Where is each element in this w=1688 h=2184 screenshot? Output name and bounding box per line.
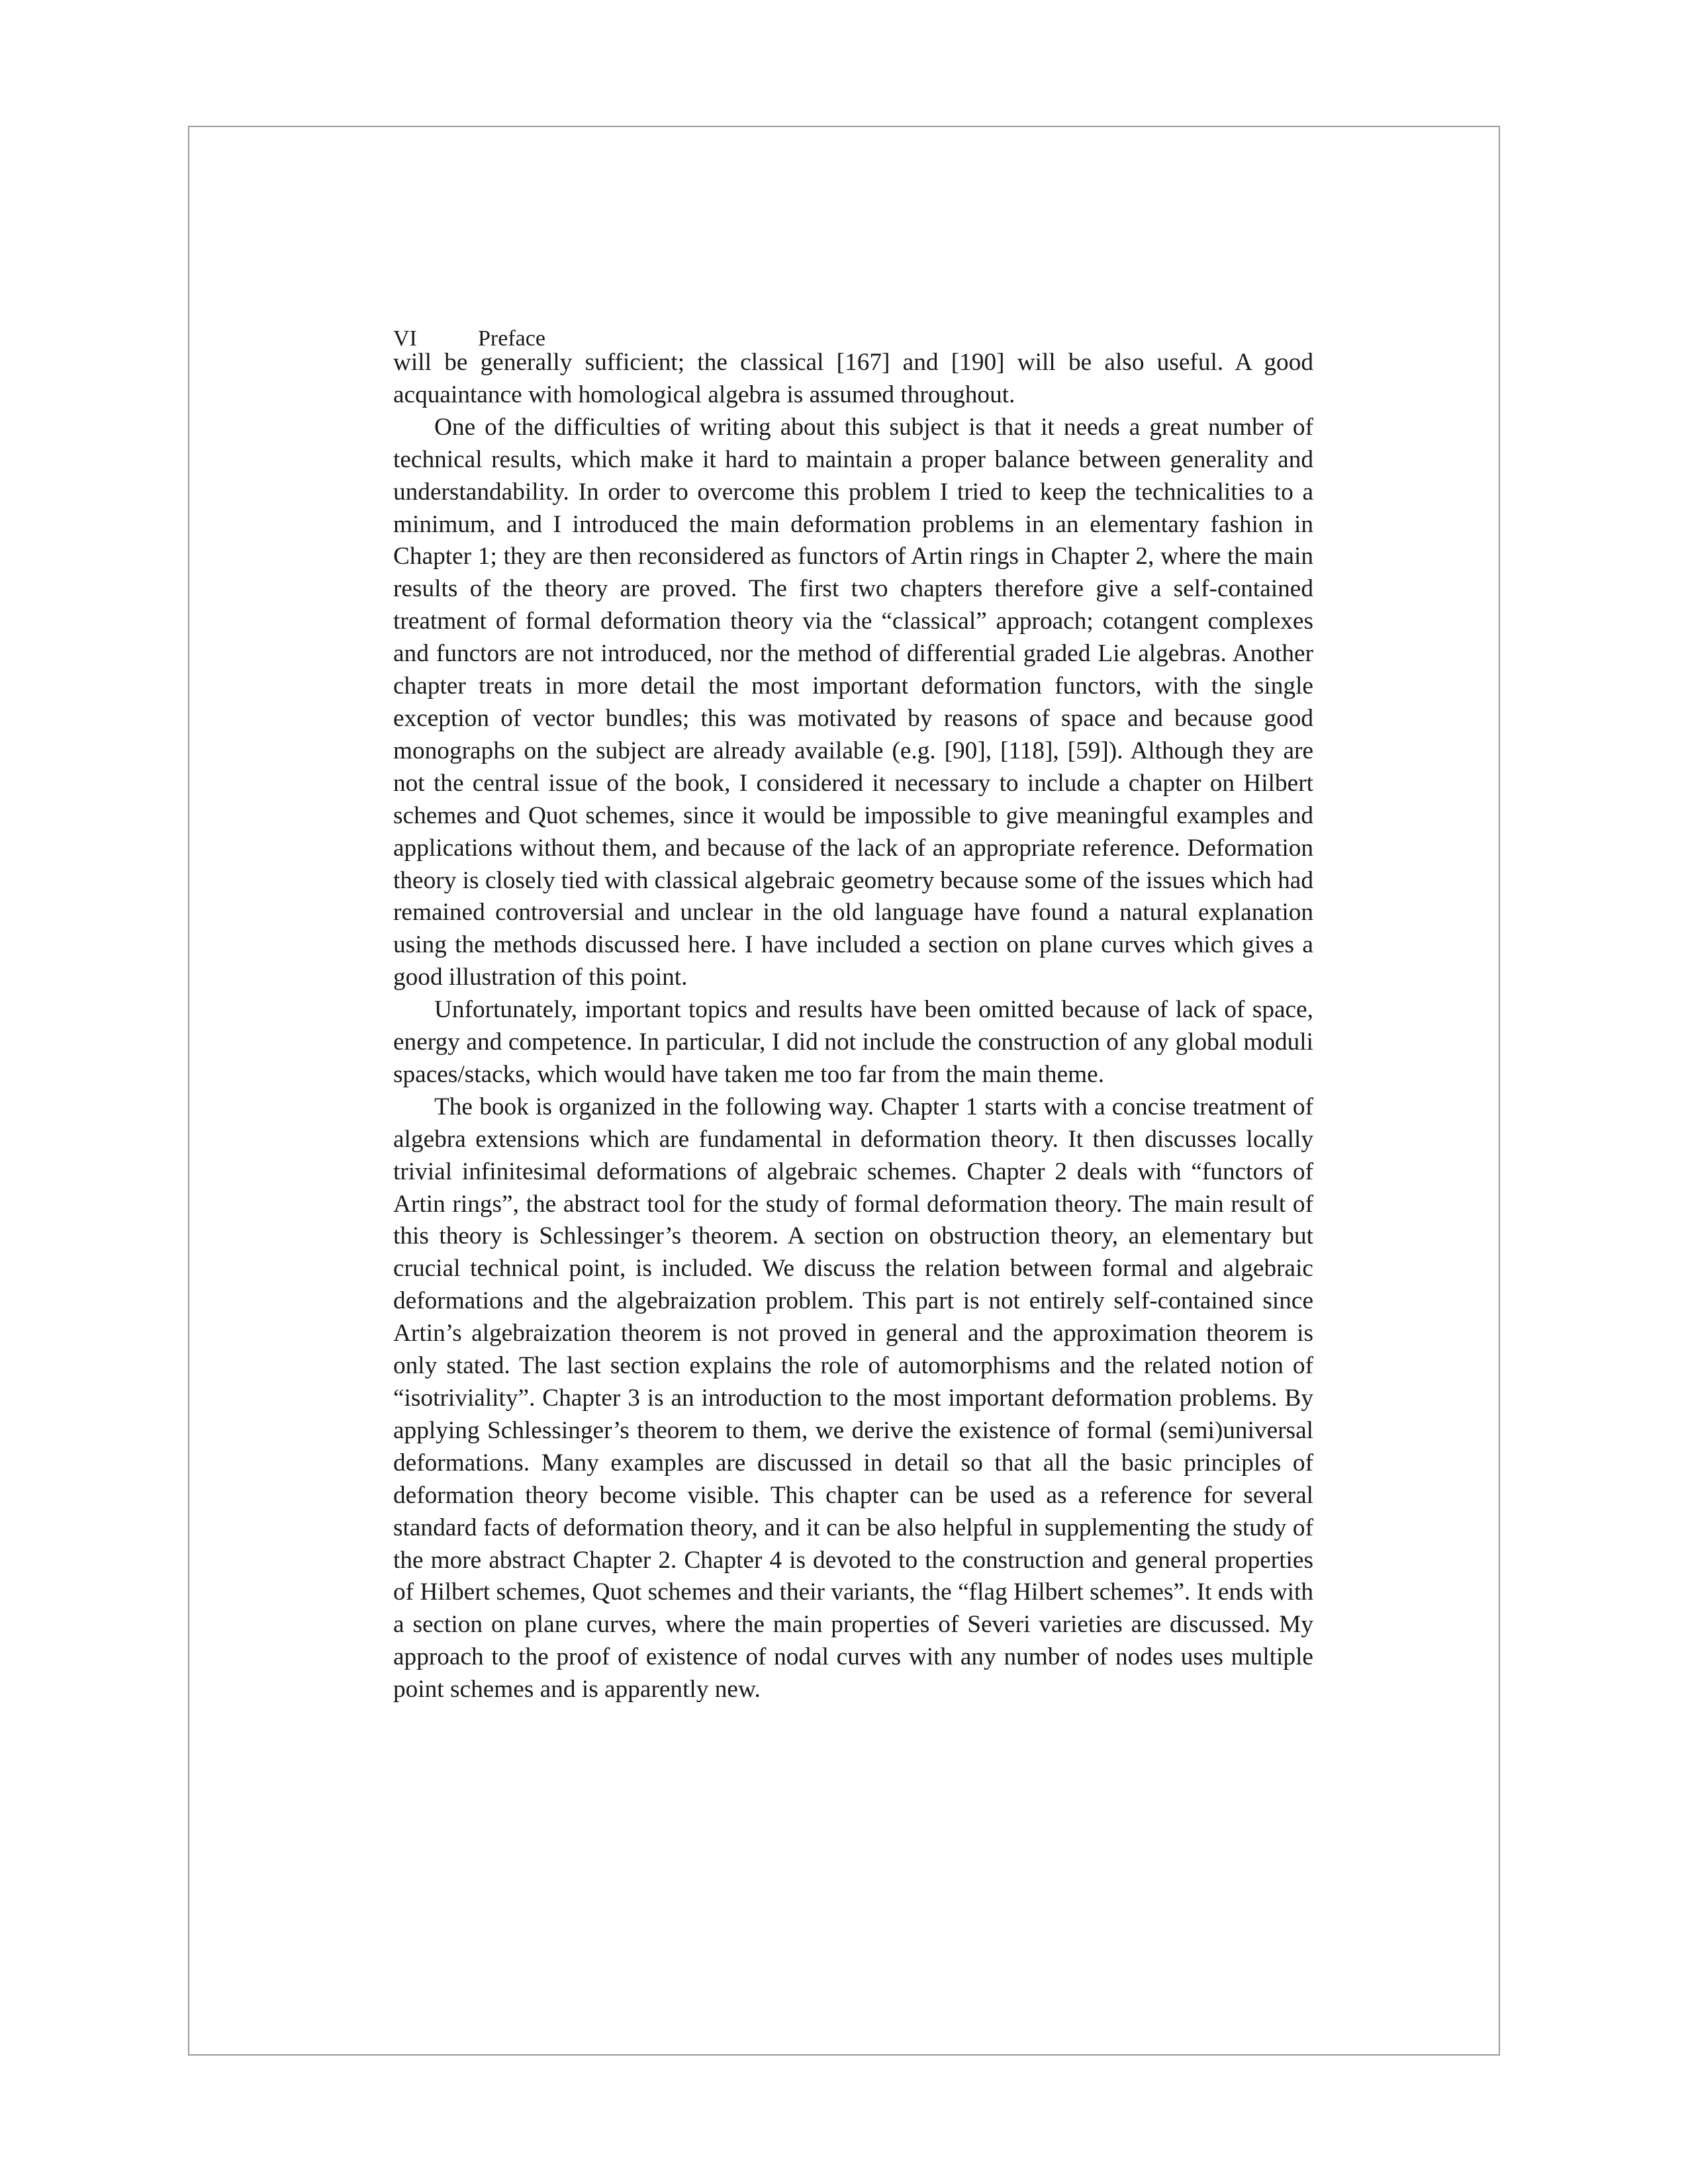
paragraph-continued: will be generally sufficient; the classical [167] and [190] will be also useful. A good acquaintance with homological algebra is assumed throughout. <box>393 349 1313 408</box>
paragraph-organization: The book is organized in the following way. Chapter 1 starts with a concise treatment of algebra extensions which are fundamental in deformation theory. It then discusses locally trivial infinitesimal deformations of algebraic schemes. Chapter 2 deals with “functors of Artin rings”, the abstract tool for the study of formal deformation theory. The main result of this theory is Schlessinger’s theorem. A section on obstruction theory, an elementary but crucial technical point, is included. We discuss the relation between formal and algebraic deformations and the algebraization problem. This part is not entirely self-contained since Artin’s algebraization theorem is not proved in general and the approximation theorem is only stated. The last section explains the role of automorphisms and the related notion of “isotriviality”. Chapter 3 is an introduction to the most important deformation problems. By applying Schlessinger’s theorem to them, we derive the existence of formal (semi)universal deformations. Many examples are discussed in detail so that all the basic principles of deformation theory become visible. This chapter can be used as a reference for several standard facts of deformation theory, and it can be also helpful in supplementing the study of the more abstract Chapter 2. Chapter 4 is devoted to the construction and general properties of Hilbert schemes, Quot schemes and their variants, the “flag Hilbert schemes”. It ends with a section on plane curves, where the main properties of Severi varieties are discussed. My approach to the proof of existence of nodal curves with any number of nodes uses multiple point schemes and is apparently new. <box>393 1093 1313 1704</box>
body-text <box>393 347 1313 1706</box>
paragraph-difficulties: One of the difficulties of writing about this subject is that it needs a great number of technical results, which make it hard to maintain a proper balance between generality and understandability. In order to overcome this problem I tried to keep the technicalities to a minimum, and I introduced the main deformation problems in an elementary fashion in Chapter 1; they are then reconsidered as functors of Artin rings in Chapter 2, where the main results of the theory are proved. The first two chapters therefore give a self-contained treatment of formal deformation theory via the “classical” approach; cotangent complexes and functors are not introduced, nor the method of differential graded Lie algebras. Another chapter treats in more detail the most important deformation functors, with the single exception of vector bundles; this was motivated by reasons of space and because good monographs on the subject are already available (e.g. [90], [118], [59]). Although they are not the central issue of the book, I considered it necessary to include a chapter on Hilbert schemes and Quot schemes, since it would be impossible to give meaningful examples and applications without them, and because of the lack of an appropriate reference. Deformation theory is closely tied with classical algebraic geometry because some of the issues which had remained controversial and unclear in the old language have found a natural explanation using the methods discussed here. I have included a section on plane curves which gives a good illustration of this point. <box>393 413 1313 991</box>
page-number: VI <box>393 326 417 351</box>
section-title: Preface <box>478 326 545 351</box>
paragraph-omitted-topics: Unfortunately, important topics and results have been omitted because of lack of space, energy and competence. In particular, I did not include the construction of any global moduli spaces/stacks, which would have taken me too far from the main theme. <box>393 996 1313 1088</box>
